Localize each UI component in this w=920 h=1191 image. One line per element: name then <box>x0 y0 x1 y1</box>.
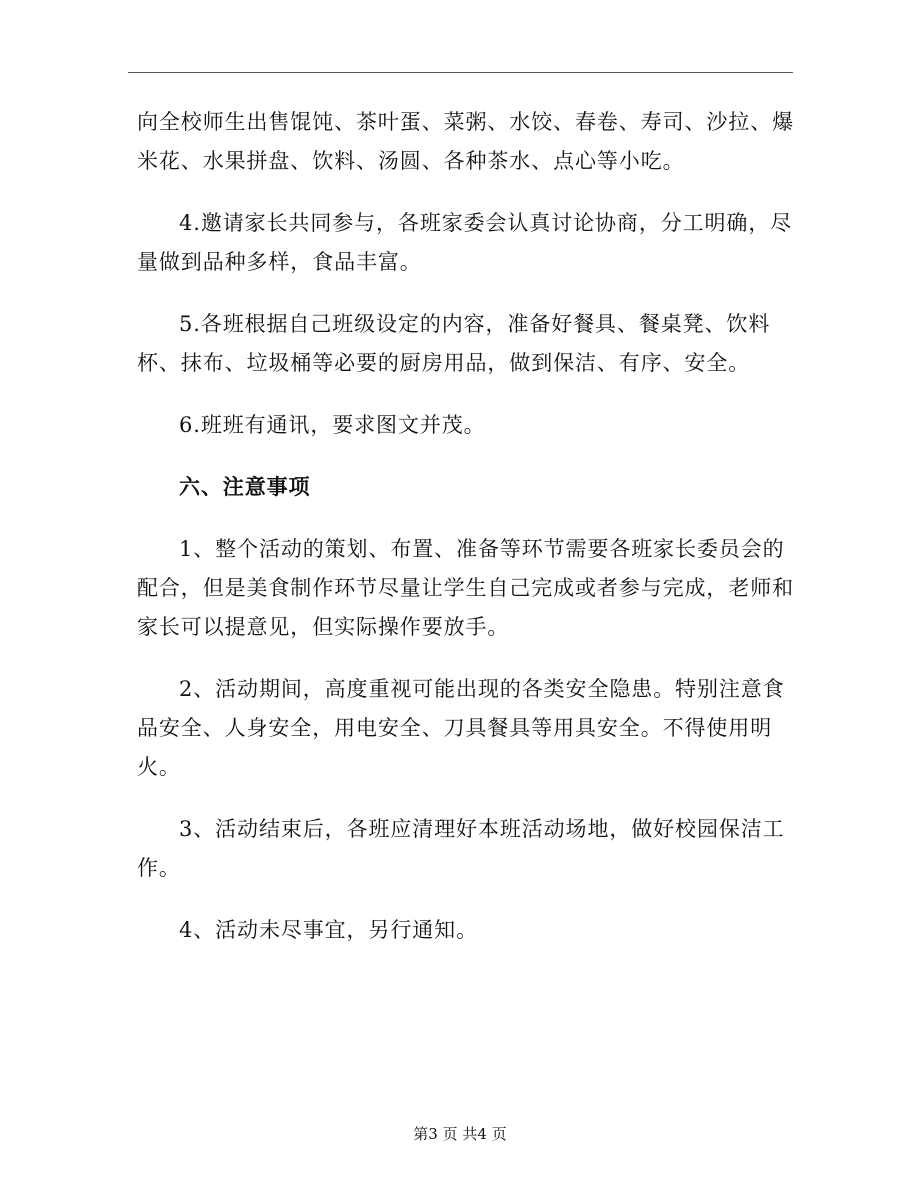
section-heading-notes: 六、注意事项 <box>179 475 311 499</box>
header-rule <box>128 72 793 73</box>
page-number: 第3 页 共4 页 <box>413 1125 507 1143</box>
paragraph-note-4: 4、活动未尽事宜，另行通知。 <box>179 918 478 942</box>
paragraph-note-1: 1、整个活动的策划、布置、准备等环节需要各班家长委员会的配合，但是美食制作环节尽量让学生自己完成或者参与完成，老师和家长可以提意见，但实际操作要放手。 <box>137 537 794 639</box>
paragraph-item-5: 5.各班根据自己班级设定的内容，准备好餐具、餐桌凳、饮料杯、抹布、垃圾桶等必要的厨房用品，做到保洁、有序、安全。 <box>137 312 771 375</box>
paragraph-item-4: 4.邀请家长共同参与，各班家委会认真讨论协商，分工明确，尽量做到品种多样，食品丰富。 <box>137 211 793 274</box>
paragraph-snack-list: 向全校师生出售馄饨、茶叶蛋、菜粥、水饺、春卷、寿司、沙拉、爆米花、水果拼盘、饮料、汤圆、各种茶水、点心等小吃。 <box>137 110 794 173</box>
paragraph-note-2: 2、活动期间，高度重视可能出现的各类安全隐患。特别注意食品安全、人身安全，用电安全、刀具餐具等用具安全。不得使用明火。 <box>137 677 785 779</box>
paragraph-note-3: 3、活动结束后，各班应清理好本班活动场地，做好校园保洁工作。 <box>137 817 785 880</box>
document-body <box>137 103 797 973</box>
paragraph-item-6: 6.班班有通讯，要求图文并茂。 <box>179 413 486 437</box>
